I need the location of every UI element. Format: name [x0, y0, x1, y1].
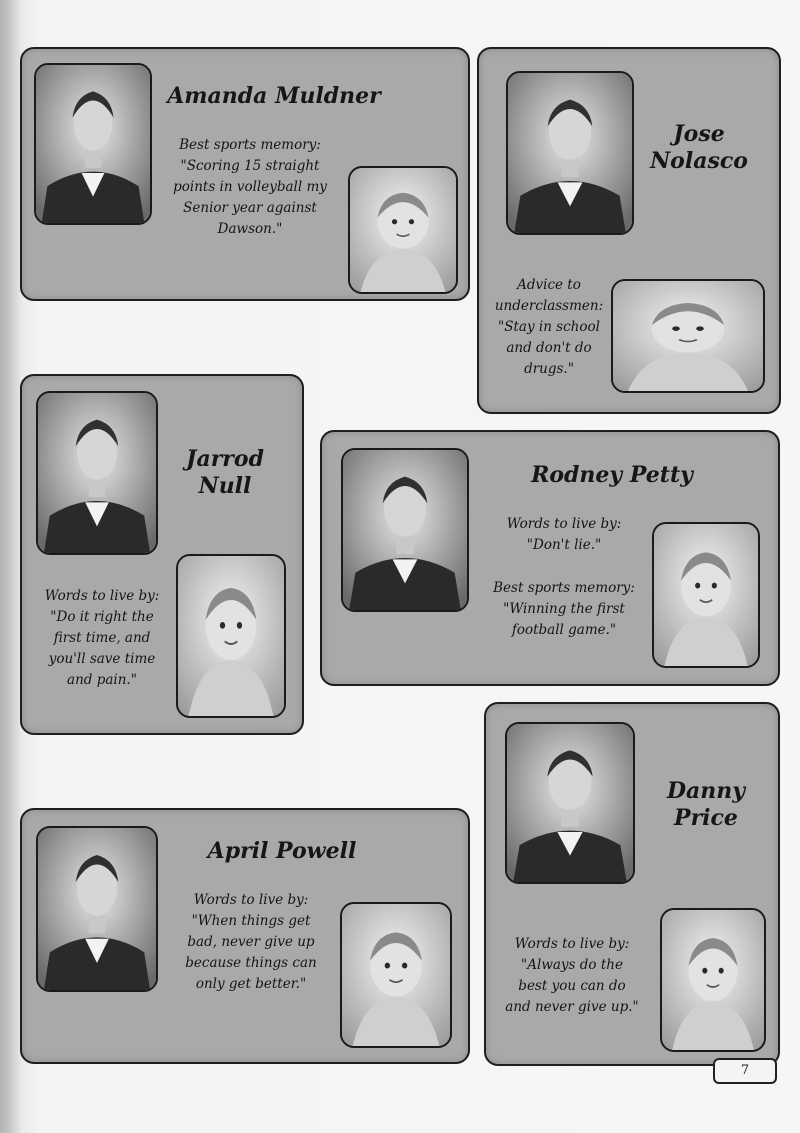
student-card-amanda-muldner — [20, 47, 470, 301]
senior-portrait — [341, 448, 469, 612]
quote-heading: Best sports memory: — [493, 580, 635, 596]
student-card-april-powell — [20, 808, 470, 1064]
student-name: Jarrod Null — [186, 446, 264, 499]
page-number: 7 — [713, 1058, 777, 1084]
quote-text: "Do it right the first time, and you'll save time and pain." — [48, 608, 156, 688]
student-card-jose-nolasco — [477, 47, 781, 414]
student-quote — [490, 934, 654, 1018]
quote-text: "Winning the first football game." — [503, 600, 625, 638]
baby-photo — [652, 522, 760, 668]
student-quote — [152, 135, 348, 240]
senior-portrait — [505, 722, 635, 884]
student-name: Jose Nolasco — [650, 121, 748, 174]
quote-heading: Words to live by: — [514, 936, 630, 952]
student-name: Amanda Muldner — [167, 83, 381, 109]
quote-text: "Don't lie." — [526, 536, 602, 553]
student-quote — [479, 275, 619, 380]
quote-heading: Words to live by: — [506, 516, 622, 532]
quote-heading: Best sports memory: — [179, 137, 321, 153]
senior-portrait — [36, 826, 158, 992]
baby-photo — [340, 902, 452, 1048]
baby-photo — [611, 279, 765, 393]
senior-portrait — [34, 63, 152, 225]
student-quote — [28, 586, 176, 691]
senior-portrait — [506, 71, 634, 235]
baby-photo — [348, 166, 458, 294]
senior-portrait — [36, 391, 158, 555]
quote-text: "Scoring 15 straight points in volleyball my Senior year against Dawson." — [173, 157, 327, 237]
student-card-rodney-petty — [320, 430, 780, 686]
baby-photo — [660, 908, 766, 1052]
student-quote — [474, 578, 654, 641]
page-gutter-shadow — [0, 0, 22, 1133]
student-name: April Powell — [207, 838, 357, 864]
student-card-danny-price — [484, 702, 780, 1066]
quote-heading: Advice to underclassmen: — [494, 277, 604, 314]
quote-heading: Words to live by: — [44, 588, 160, 604]
student-name: Rodney Petty — [531, 462, 693, 488]
student-name: Danny Price — [666, 778, 746, 831]
quote-heading: Words to live by: — [193, 892, 309, 908]
baby-photo — [176, 554, 286, 718]
student-card-jarrod-null — [20, 374, 304, 735]
quote-text: "Stay in school and don't do drugs." — [498, 318, 600, 377]
quote-text: "When things get bad, never give up because things can only get better." — [185, 912, 317, 992]
quote-text: "Always do the best you can do and never give up." — [505, 956, 639, 1015]
student-quote — [168, 890, 334, 995]
student-quote — [474, 514, 654, 556]
